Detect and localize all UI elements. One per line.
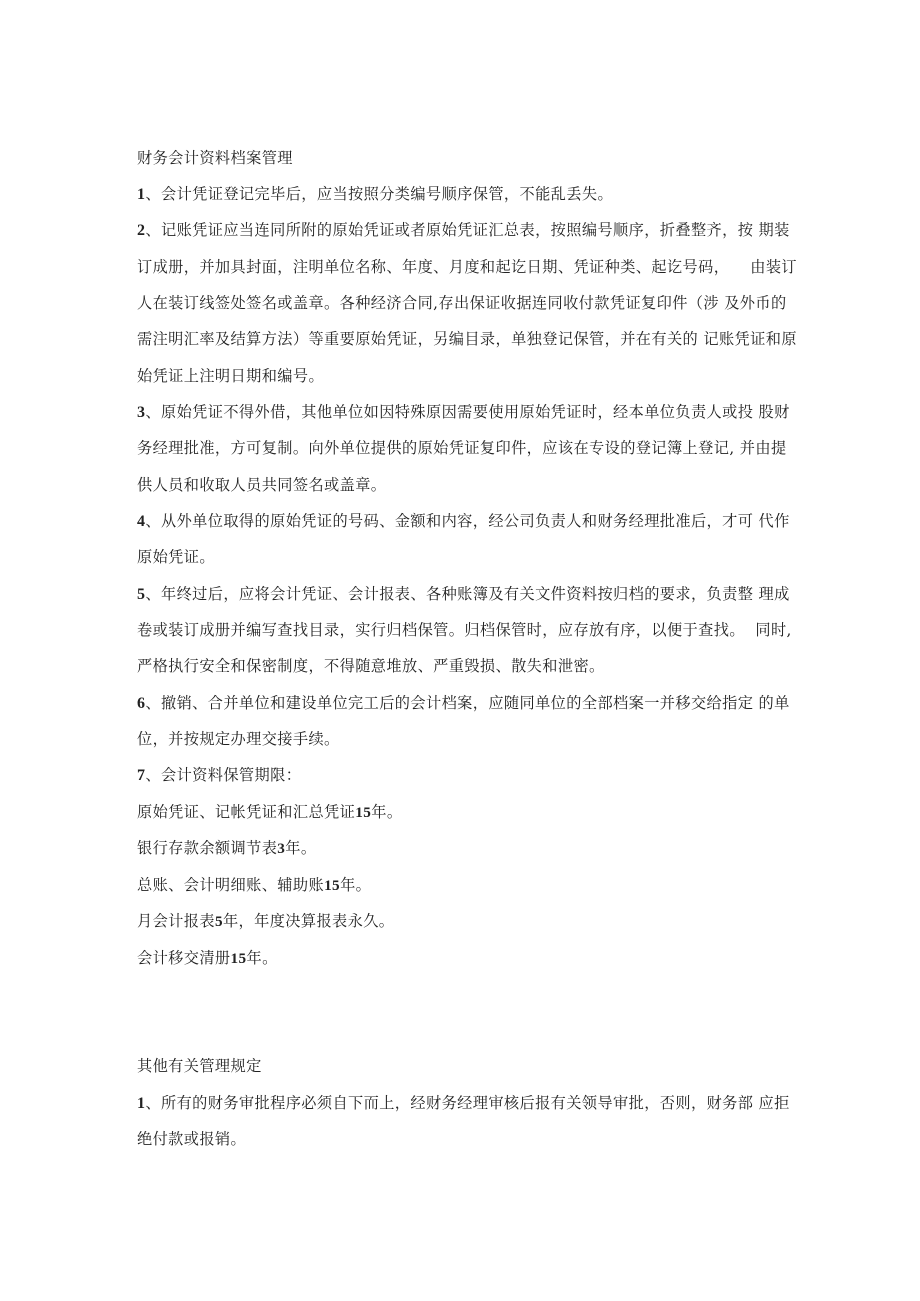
- item-3-line-1: [137, 402, 790, 423]
- section-heading-archives: 财务会计资料档案管理: [137, 149, 293, 167]
- item-6-line-2: 位，并按规定办理交接手续。: [137, 730, 340, 748]
- retention-years: 15: [355, 804, 372, 821]
- retention-row: [137, 875, 371, 896]
- retention-years: 15: [230, 950, 247, 967]
- retention-item: 月会计报表: [137, 912, 215, 930]
- item-number: 3: [137, 404, 146, 421]
- retention-row: [137, 838, 316, 859]
- retention-suffix: 年。: [246, 949, 278, 967]
- item-text: 、会计资料保管期限：: [145, 766, 302, 784]
- item-text: 、从外单位取得的原始凭证的号码、金额和内容，经公司负责人和财务经理批准后，才可 代作: [145, 512, 790, 530]
- section-heading-other-rules: 其他有关管理规定: [137, 1057, 262, 1075]
- item-text: 、原始凭证不得外借，其他单位如因特殊原因需要使用原始凭证时，经本单位负责人或投 股财: [145, 403, 790, 421]
- item-number: 1: [137, 1095, 146, 1112]
- item-text: 、撤销、合并单位和建设单位完工后的会计档案，应随同单位的全部档案一并移交给指定 的单: [145, 694, 790, 712]
- item-5-line-2: 卷或装订成册并编写查找目录，实行归档保管。归档保管时，应存放有序，以便于查找。 同时,: [137, 621, 792, 639]
- item-3-line-2: 务经理批准，方可复制。向外单位提供的原始凭证复印件，应该在专设的登记簿上登记, 并由提: [137, 439, 787, 457]
- retention-suffix: 年。: [340, 876, 372, 894]
- item-4-line-1: [137, 511, 790, 532]
- retention-suffix: 年。: [285, 839, 317, 857]
- retention-years: 5: [214, 913, 223, 930]
- retention-item: 银行存款余额调节表: [137, 839, 278, 857]
- rule-1-line-1: [137, 1093, 790, 1114]
- retention-years: 15: [324, 877, 341, 894]
- item-text: 、年终过后，应将会计凭证、会计报表、各种账簿及有关文件资料按归档的要求，负责整 理成: [145, 585, 790, 603]
- rule-1-line-2: 绝付款或报销。: [137, 1130, 247, 1148]
- item-number: 1: [137, 186, 146, 203]
- item-number: 4: [137, 513, 146, 530]
- item-text: 、会计凭证登记完毕后，应当按照分类编号顺序保管，不能乱丢失。: [145, 185, 614, 203]
- retention-row: [137, 911, 394, 932]
- item-4-line-2: 原始凭证。: [137, 548, 215, 566]
- retention-item: 会计移交清册: [137, 949, 231, 967]
- item-2-line-4: 需注明汇率及结算方法）等重要原始凭证，另编目录，单独登记保管，并在有关的 记账凭证和原: [137, 330, 797, 348]
- item-number: 2: [137, 222, 146, 239]
- retention-years: 3: [277, 840, 286, 857]
- item-number: 5: [137, 586, 146, 603]
- retention-item: 原始凭证、记帐凭证和汇总凭证: [137, 803, 356, 821]
- item-2-line-1: [137, 220, 790, 241]
- retention-row: [137, 802, 402, 823]
- item-3-line-3: 供人员和收取人员共同签名或盖章。: [137, 476, 387, 494]
- item-2-line-2: 订成册，并加具封面，注明单位名称、年度、月度和起讫日期、凭证种类、起讫号码， 由装订: [137, 258, 797, 276]
- item-text: 、记账凭证应当连同所附的原始凭证或者原始凭证汇总表，按照编号顺序，折叠整齐，按 期装: [145, 221, 790, 239]
- item-6-line-1: [137, 693, 790, 714]
- item-1-line-1: [137, 184, 613, 205]
- item-5-line-1: [137, 584, 790, 605]
- item-number: 7: [137, 767, 146, 784]
- item-5-line-3: 严格执行安全和保密制度，不得随意堆放、严重毁损、散失和泄密。: [137, 657, 605, 675]
- retention-suffix: 年，年度决算报表永久。: [222, 912, 395, 930]
- retention-suffix: 年。: [371, 803, 403, 821]
- retention-row: [137, 948, 278, 969]
- item-2-line-3: 人在装订线签处签名或盖章。各种经济合同,存出保证收据连同收付款凭证复印件（涉 及外币的: [137, 294, 787, 312]
- item-number: 6: [137, 695, 146, 712]
- item-7-line-1: [137, 765, 301, 786]
- item-text: 、所有的财务审批程序必须自下而上，经财务经理审核后报有关领导审批，否则，财务部 应拒: [145, 1094, 790, 1112]
- item-2-line-5: 始凭证上注明日期和编号。: [137, 367, 325, 385]
- retention-item: 总账、会计明细账、辅助账: [137, 876, 325, 894]
